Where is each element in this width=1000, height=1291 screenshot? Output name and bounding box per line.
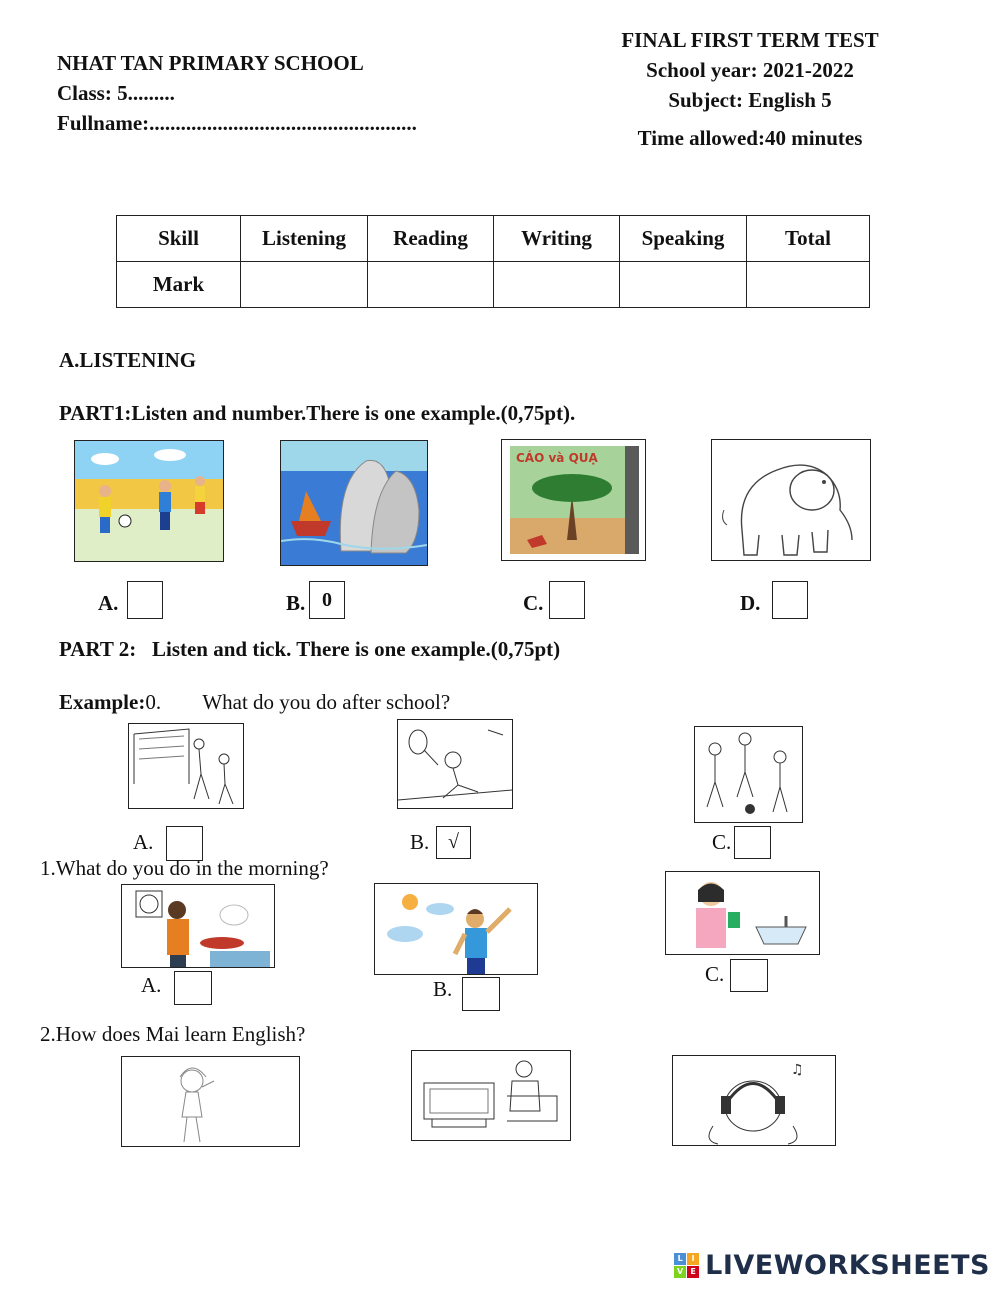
listening-music-picture bbox=[672, 1055, 836, 1146]
logo-letter: I bbox=[687, 1253, 699, 1265]
book-title: CÁO và QUẠ bbox=[516, 451, 598, 465]
logo-letter: V bbox=[674, 1266, 686, 1278]
marks-header-cell: Total bbox=[747, 216, 870, 262]
marks-header-cell: Listening bbox=[241, 216, 368, 262]
example-question bbox=[59, 690, 450, 715]
part1-answer-d[interactable] bbox=[772, 581, 808, 619]
example-option-label: B. bbox=[410, 830, 430, 854]
q1-option-label: B. bbox=[433, 977, 453, 1001]
badminton-picture bbox=[397, 719, 513, 809]
marks-header-cell: Reading bbox=[368, 216, 494, 262]
q1-answer-b[interactable] bbox=[462, 977, 500, 1011]
part1-answer-c[interactable] bbox=[549, 581, 585, 619]
test-title: FINAL FIRST TERM TEST bbox=[621, 28, 879, 52]
marks-header-row bbox=[117, 216, 870, 262]
logo-letter: E bbox=[687, 1266, 699, 1278]
section-listening-title: A.LISTENING bbox=[59, 348, 197, 372]
part1-title: PART1:Listen and number.There is one example.(0,75pt). bbox=[59, 401, 576, 425]
marks-header-cell: Writing bbox=[494, 216, 620, 262]
cooking-picture bbox=[121, 884, 275, 968]
marks-header-cell: Speaking bbox=[620, 216, 747, 262]
singing-girl-picture bbox=[121, 1056, 300, 1147]
elephant-picture bbox=[711, 439, 871, 561]
football-picture bbox=[74, 440, 224, 562]
football-sketch-picture bbox=[694, 726, 803, 823]
part1-option-label: A. bbox=[98, 591, 119, 615]
example-answer-c[interactable] bbox=[734, 826, 771, 859]
subject: Subject: English 5 bbox=[668, 88, 832, 112]
part1-option-label: C. bbox=[523, 591, 544, 615]
class-line: Class: 5......... bbox=[57, 81, 175, 105]
marks-header-cell: Skill bbox=[117, 216, 241, 262]
school-name: NHAT TAN PRIMARY SCHOOL bbox=[57, 51, 364, 75]
svg-text:♫: ♫ bbox=[791, 1062, 804, 1078]
logo-text: LIVEWORKSHEETS bbox=[705, 1250, 990, 1281]
example-option-label: C. bbox=[712, 830, 732, 854]
q1-answer-a[interactable] bbox=[174, 971, 212, 1005]
part1-answer-a[interactable] bbox=[127, 581, 163, 619]
question-2: 2.How does Mai learn English? bbox=[40, 1022, 306, 1046]
mark-row-label: Mark bbox=[117, 262, 241, 308]
mark-speaking-cell[interactable] bbox=[620, 262, 747, 308]
example-answer-b[interactable]: √ bbox=[436, 826, 471, 859]
marks-table bbox=[116, 215, 870, 308]
liveworksheets-logo bbox=[674, 1250, 990, 1281]
watching-tv-picture bbox=[411, 1050, 571, 1141]
morning-exercise-picture bbox=[374, 883, 538, 975]
test-info bbox=[600, 25, 900, 153]
fullname-line: Fullname:................................................... bbox=[57, 111, 417, 135]
fox-and-crow-book-picture bbox=[501, 439, 646, 561]
time-allowed: Time allowed:40 minutes bbox=[637, 126, 863, 150]
q1-option-label: C. bbox=[705, 962, 725, 986]
mark-writing-cell[interactable] bbox=[494, 262, 620, 308]
example-question-text: What do you do after school? bbox=[202, 690, 451, 714]
ha-long-bay-picture bbox=[280, 440, 428, 566]
part2-title: PART 2: Listen and tick. There is one example.(0,75pt) bbox=[59, 637, 561, 661]
example-label: Example: bbox=[59, 690, 146, 714]
brushing-teeth-picture bbox=[665, 871, 820, 955]
marks-row bbox=[117, 262, 870, 308]
logo-icon bbox=[674, 1253, 699, 1278]
part1-option-label: D. bbox=[740, 591, 761, 615]
q1-option-label: A. bbox=[141, 973, 162, 997]
mark-reading-cell[interactable] bbox=[368, 262, 494, 308]
part1-option-label: B. bbox=[286, 591, 306, 615]
example-number: 0. bbox=[145, 690, 162, 714]
mark-listening-cell[interactable] bbox=[241, 262, 368, 308]
part1-answer-b[interactable]: 0 bbox=[309, 581, 345, 619]
school-year: School year: 2021-2022 bbox=[646, 58, 854, 82]
example-option-label: A. bbox=[133, 830, 154, 854]
school-info bbox=[57, 48, 417, 138]
question-1: 1.What do you do in the morning? bbox=[40, 856, 329, 880]
mark-total-cell[interactable] bbox=[747, 262, 870, 308]
q1-answer-c[interactable] bbox=[730, 959, 768, 992]
logo-letter: L bbox=[674, 1253, 686, 1265]
volleyball-picture bbox=[128, 723, 244, 809]
